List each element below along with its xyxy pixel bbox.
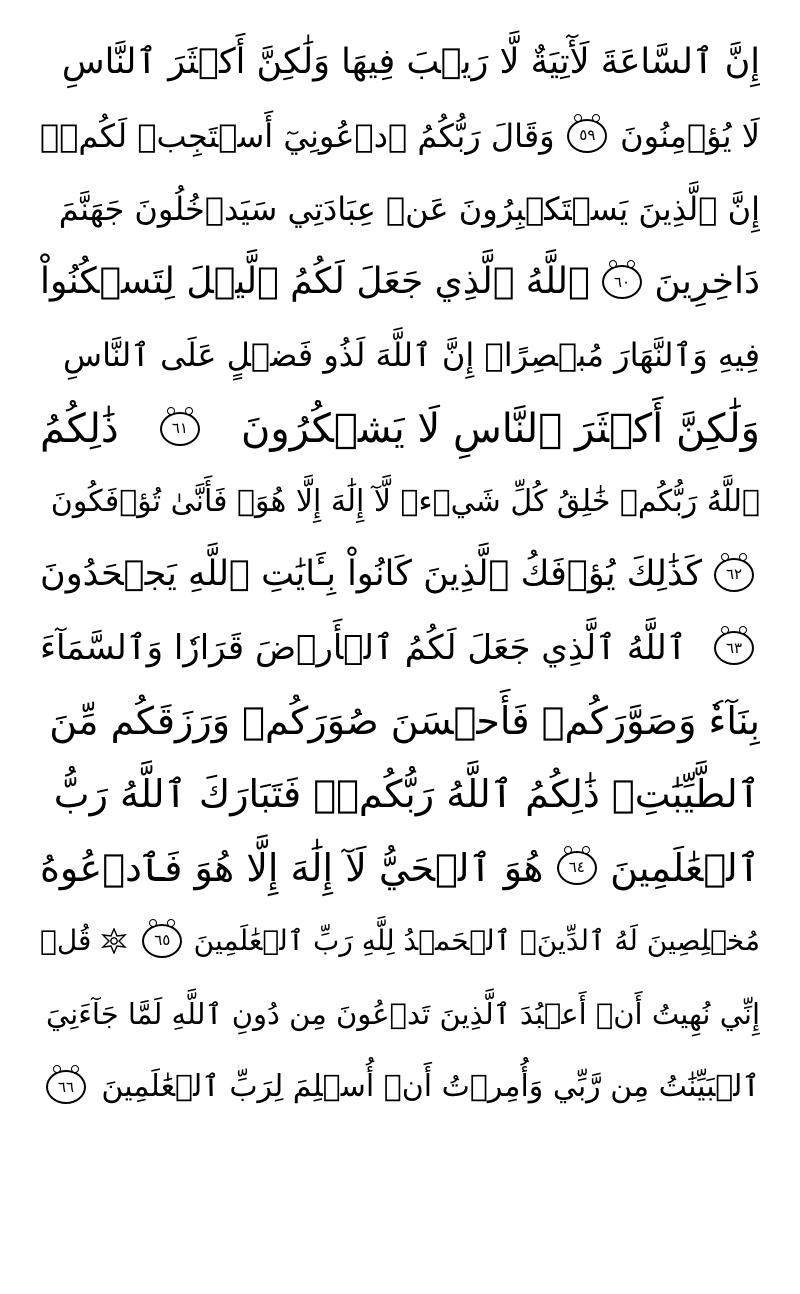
verse-text: إِنَّ ٱلسَّاعَةَ لَأٓتِيَةٌ لَّا رَيۡبَ فِيهَا وَلَٰكِنَّ أَكۡثَرَ ٱلنَّاسِ [61, 42, 760, 83]
text-line [40, 538, 760, 611]
ayah-number-marker: ٦٠ [602, 265, 642, 299]
verse-text: دَاخِرِينَ [654, 261, 760, 303]
text-line [40, 246, 760, 319]
verse-text: وَقَالَ رَبُّكُمُ ٱدۡعُونِيٓ أَسۡتَجِبۡ لَكُمۡۚ [40, 116, 555, 155]
verse-text: ٱللَّهُ رَبُّكُمۡ خَٰلِقُ كُلِّ شَيۡءٖ لَّآ إِلَٰهَ إِلَّا هُوَۖ فَأَنَّىٰ تُؤۡفَكُونَ [50, 483, 760, 519]
verse-text: قُلۡ [40, 923, 92, 957]
text-line [40, 99, 760, 172]
text-line [40, 1051, 760, 1124]
verse-text: ٱلۡبَيِّنَٰتُ مِن رَّبِّي وَأُمِرۡتُ أَنۡ أُسۡلِمَ لِرَبِّ ٱلۡعَٰلَمِينَ [101, 1069, 760, 1105]
verse-text: هُوَ ٱلۡحَيُّ لَآ إِلَٰهَ إِلَّا هُوَ فَٱدۡعُوهُ [40, 845, 544, 890]
text-line [40, 612, 760, 685]
ayah-number-marker: ٦٥ [142, 924, 182, 958]
verse-text: ٱلۡعَٰلَمِينَ [610, 845, 760, 890]
text-line [40, 977, 760, 1050]
text-line [40, 319, 760, 392]
verse-text: مُخۡلِصِينَ لَهُ ٱلدِّينَۗ ٱلۡحَمۡدُ لِلَّهِ رَبِّ ٱلۡعَٰلَمِينَ [193, 923, 760, 957]
text-line [40, 26, 760, 99]
text-line [40, 465, 760, 538]
verse-text: ذَٰلِكُمُ [40, 405, 119, 452]
verse-text: فِيهِ وَٱلنَّهَارَ مُبۡصِرًاۚ إِنَّ ٱللَّهَ لَذُو فَضۡلٍ عَلَى ٱلنَّاسِ [63, 336, 760, 375]
text-line [40, 172, 760, 245]
verse-text: إِنِّي نُهِيتُ أَنۡ أَعۡبُدَ ٱلَّذِينَ تَدۡعُونَ مِن دُونِ ٱللَّهِ لَمَّا جَآءَنِيَ [46, 996, 760, 1031]
ayah-number-marker: ٦١ [160, 412, 200, 446]
text-line [40, 831, 760, 904]
verse-text: ٱلطَّيِّبَٰتِۚ ذَٰلِكُمُ ٱللَّهُ رَبُّكُمۡۖ فَتَبَارَكَ ٱللَّهُ رَبُّ [53, 772, 760, 817]
verse-text: ٱللَّهُ ٱلَّذِي جَعَلَ لَكُمُ ٱلَّيۡلَ لِتَسۡكُنُواْ [40, 261, 590, 303]
ayah-number-marker: ٥٩ [567, 119, 607, 153]
ayah-number-marker: ٦٦ [46, 1070, 86, 1104]
ayah-number-marker: ٦٣ [714, 631, 754, 665]
ayah-number-marker: ٦٢ [714, 558, 754, 592]
text-line [40, 904, 760, 977]
verse-text: ٱللَّهُ ٱلَّذِي جَعَلَ لَكُمُ ٱلۡأَرۡضَ قَرَارٗا وَٱلسَّمَآءَ [40, 628, 687, 669]
verse-text: بِنَآءٗ وَصَوَّرَكُمۡ فَأَحۡسَنَ صُوَرَكُمۡ وَرَزَقَكُم مِّنَ [49, 699, 760, 744]
text-line [40, 392, 760, 465]
hizb-star-icon [101, 928, 127, 954]
verse-text: إِنَّ ٱلَّذِينَ يَسۡتَكۡبِرُونَ عَنۡ عِبَادَتِي سَيَدۡخُلُونَ جَهَنَّمَ [58, 189, 760, 228]
text-line [40, 758, 760, 831]
text-line [40, 685, 760, 758]
ayah-number-marker: ٦٤ [557, 851, 597, 885]
verse-text: لَا يُؤۡمِنُونَ [620, 116, 760, 155]
verse-text: كَذَٰلِكَ يُؤۡفَكُ ٱلَّذِينَ كَانُواْ بِـَٔايَٰتِ ٱللَّهِ يَجۡحَدُونَ [40, 554, 702, 595]
quran-page [40, 26, 760, 1276]
verse-text: وَلَٰكِنَّ أَكۡثَرَ ٱلنَّاسِ لَا يَشۡكُرُونَ [241, 405, 760, 452]
